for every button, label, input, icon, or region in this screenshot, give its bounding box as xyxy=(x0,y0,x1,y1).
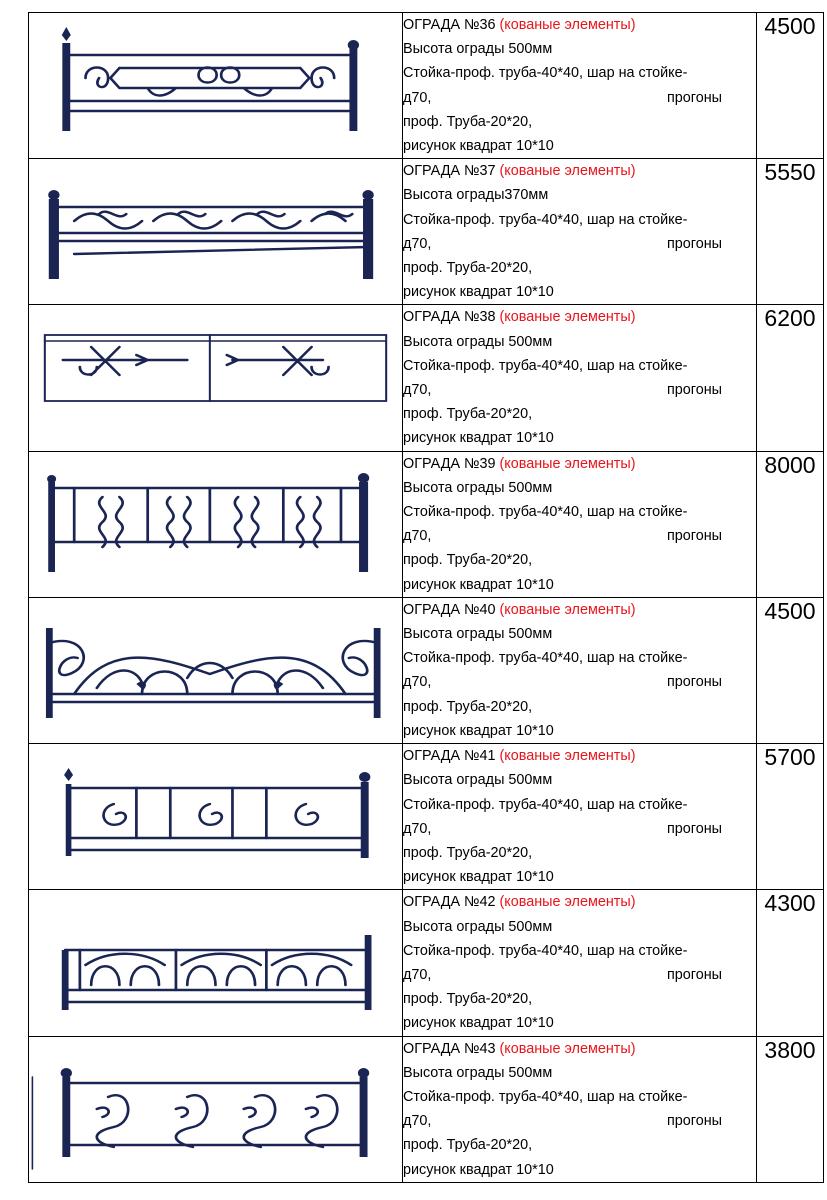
height-line: Высота ограды 500мм xyxy=(403,333,553,350)
forged-tag: (кованые элементы) xyxy=(499,1040,636,1057)
price: 4500 xyxy=(764,13,816,39)
catalog-row xyxy=(29,597,824,743)
forged-tag: (кованые элементы) xyxy=(499,748,636,765)
diameter-text: д70, xyxy=(403,966,432,983)
fence-illustration xyxy=(29,305,402,450)
diameter-line xyxy=(403,963,756,987)
title-line xyxy=(403,890,756,914)
rails-label: прогоны xyxy=(666,89,722,106)
fence-title: ОГРАДА №37 xyxy=(403,163,496,180)
description-cell xyxy=(403,1036,757,1182)
height-line: Высота ограды370мм xyxy=(403,187,549,204)
title-line xyxy=(403,13,756,37)
fence-illustration xyxy=(29,159,402,304)
pattern-line: рисунок квадрат 10*10 xyxy=(403,138,554,155)
description-cell xyxy=(403,597,757,743)
rails-line: проф. Труба-20*20, xyxy=(403,406,533,423)
diameter-line xyxy=(403,1109,756,1133)
rails-label: прогоны xyxy=(666,820,722,837)
pattern-line: рисунок квадрат 10*10 xyxy=(403,1161,554,1178)
description-cell xyxy=(403,159,757,305)
height-line: Высота ограды 500мм xyxy=(403,479,553,496)
price: 5700 xyxy=(764,744,816,771)
fence-image-cell xyxy=(29,451,403,597)
fence-image-cell xyxy=(29,159,403,305)
height-line: Высота ограды 500мм xyxy=(403,1064,553,1081)
fence-illustration xyxy=(29,890,402,1035)
forged-tag: (кованые элементы) xyxy=(499,163,636,180)
pattern-line: рисунок квадрат 10*10 xyxy=(403,284,554,301)
fence-illustration xyxy=(29,598,402,743)
fence-title: ОГРАДА №42 xyxy=(403,894,496,911)
catalog-row xyxy=(29,890,824,1036)
height-line: Высота ограды 500мм xyxy=(403,918,553,935)
rails-line: проф. Труба-20*20, xyxy=(403,113,533,130)
fence-title: ОГРАДА №38 xyxy=(403,309,496,326)
catalog-row xyxy=(29,451,824,597)
pattern-line: рисунок квадрат 10*10 xyxy=(403,1015,554,1032)
post-line: Стойка-проф. труба-40*40, шар на стойке- xyxy=(403,942,688,959)
fence-title: ОГРАДА №43 xyxy=(403,1040,496,1057)
price: 6200 xyxy=(764,305,816,332)
diameter-line xyxy=(403,232,756,256)
fence-illustration xyxy=(29,744,402,889)
fence-illustration xyxy=(29,1037,402,1182)
rails-line: проф. Труба-20*20, xyxy=(403,844,533,861)
post-line: Стойка-проф. труба-40*40, шар на стойке- xyxy=(403,796,688,813)
rails-line: проф. Труба-20*20, xyxy=(403,260,533,277)
title-line xyxy=(403,744,756,768)
catalog-row xyxy=(29,1036,824,1182)
fence-image-cell xyxy=(29,13,403,159)
fence-illustration xyxy=(29,452,402,597)
price-cell xyxy=(757,597,824,743)
height-line: Высота ограды 500мм xyxy=(403,626,553,643)
diameter-text: д70, xyxy=(403,820,432,837)
diameter-text: д70, xyxy=(403,674,432,691)
height-line: Высота ограды 500мм xyxy=(403,772,553,789)
price: 3800 xyxy=(764,1036,816,1063)
price-cell xyxy=(757,1036,824,1182)
fence-illustration xyxy=(29,13,402,158)
title-line xyxy=(403,159,756,183)
price: 4500 xyxy=(764,597,816,624)
price-cell xyxy=(757,451,824,597)
description-cell xyxy=(403,305,757,451)
rails-label: прогоны xyxy=(666,966,722,983)
post-line: Стойка-проф. труба-40*40, шар на стойке- xyxy=(403,65,688,82)
diameter-text: д70, xyxy=(403,528,432,545)
description-cell xyxy=(403,890,757,1036)
price: 5550 xyxy=(764,159,816,186)
catalog-row xyxy=(29,13,824,159)
description-cell xyxy=(403,13,757,159)
fence-title: ОГРАДА №39 xyxy=(403,455,496,472)
rails-label: прогоны xyxy=(666,528,722,545)
catalog-row xyxy=(29,744,824,890)
title-line xyxy=(403,305,756,329)
rails-label: прогоны xyxy=(666,235,722,252)
diameter-text: д70, xyxy=(403,89,432,106)
diameter-text: д70, xyxy=(403,235,432,252)
title-line xyxy=(403,598,756,622)
forged-tag: (кованые элементы) xyxy=(499,17,636,33)
post-line: Стойка-проф. труба-40*40, шар на стойке- xyxy=(403,1088,688,1105)
title-line xyxy=(403,1037,756,1061)
price-cell xyxy=(757,13,824,159)
rails-line: проф. Труба-20*20, xyxy=(403,698,533,715)
post-line: Стойка-проф. труба-40*40, шар на стойке- xyxy=(403,650,688,667)
fence-title: ОГРАДА №40 xyxy=(403,601,496,618)
rails-line: проф. Труба-20*20, xyxy=(403,991,533,1008)
diameter-line xyxy=(403,817,756,841)
height-line: Высота ограды 500мм xyxy=(403,41,553,58)
rails-label: прогоны xyxy=(666,382,722,399)
title-line xyxy=(403,452,756,476)
diameter-line xyxy=(403,378,756,402)
pattern-line: рисунок квадрат 10*10 xyxy=(403,869,554,886)
price-cell xyxy=(757,305,824,451)
price-cell xyxy=(757,159,824,305)
diameter-line xyxy=(403,670,756,694)
post-line: Стойка-проф. труба-40*40, шар на стойке- xyxy=(403,357,688,374)
rails-label: прогоны xyxy=(666,674,722,691)
price-cell xyxy=(757,744,824,890)
diameter-line xyxy=(403,524,756,548)
fence-title: ОГРАДА №41 xyxy=(403,748,496,765)
rails-line: проф. Труба-20*20, xyxy=(403,1137,533,1154)
fence-title: ОГРАДА №36 xyxy=(403,17,496,33)
price: 4300 xyxy=(764,890,816,917)
post-line: Стойка-проф. труба-40*40, шар на стойке- xyxy=(403,504,688,521)
fence-image-cell xyxy=(29,597,403,743)
pattern-line: рисунок квадрат 10*10 xyxy=(403,576,554,593)
forged-tag: (кованые элементы) xyxy=(499,601,636,618)
catalog-row xyxy=(29,305,824,451)
price-cell xyxy=(757,890,824,1036)
description-cell xyxy=(403,744,757,890)
fence-image-cell xyxy=(29,744,403,890)
pattern-line: рисунок квадрат 10*10 xyxy=(403,722,554,739)
description-cell xyxy=(403,451,757,597)
diameter-text: д70, xyxy=(403,382,432,399)
forged-tag: (кованые элементы) xyxy=(499,455,636,472)
pattern-line: рисунок квадрат 10*10 xyxy=(403,430,554,447)
forged-tag: (кованые элементы) xyxy=(499,894,636,911)
post-line: Стойка-проф. труба-40*40, шар на стойке- xyxy=(403,211,688,228)
rails-label: прогоны xyxy=(666,1113,722,1130)
fence-image-cell xyxy=(29,305,403,451)
diameter-line xyxy=(403,86,756,110)
rails-line: проф. Труба-20*20, xyxy=(403,552,533,569)
fence-catalog-table xyxy=(28,12,824,1183)
fence-image-cell xyxy=(29,1036,403,1182)
diameter-text: д70, xyxy=(403,1113,432,1130)
forged-tag: (кованые элементы) xyxy=(499,309,636,326)
price: 8000 xyxy=(764,451,816,478)
fence-image-cell xyxy=(29,890,403,1036)
catalog-row xyxy=(29,159,824,305)
